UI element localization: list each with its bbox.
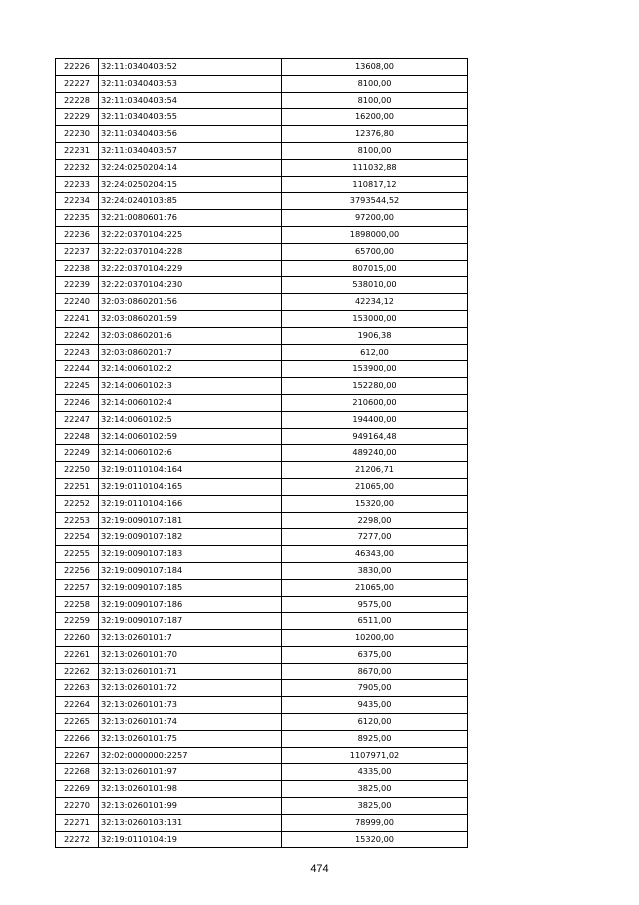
cadastral-number-cell: 32:19:0090107:182	[99, 529, 282, 546]
cadastral-number-cell: 32:13:0260101:7	[99, 630, 282, 647]
row-number-cell: 22250	[56, 462, 99, 479]
cadastral-value-cell: 6375,00	[282, 646, 468, 663]
cadastral-value-cell: 8100,00	[282, 92, 468, 109]
row-number-cell: 22260	[56, 630, 99, 647]
row-number-cell: 22247	[56, 411, 99, 428]
cadastral-number-cell: 32:11:0340403:54	[99, 92, 282, 109]
row-number-cell: 22266	[56, 730, 99, 747]
cadastral-value-cell: 153000,00	[282, 310, 468, 327]
table-row	[56, 747, 468, 764]
row-number-cell: 22230	[56, 126, 99, 143]
cadastral-number-cell: 32:13:0260101:97	[99, 764, 282, 781]
cadastral-number-cell: 32:24:0240103:85	[99, 193, 282, 210]
cadastral-number-cell: 32:03:0860201:56	[99, 294, 282, 311]
row-number-cell: 22233	[56, 176, 99, 193]
table-row	[56, 445, 468, 462]
row-number-cell: 22229	[56, 109, 99, 126]
cadastral-value-cell: 949164,48	[282, 428, 468, 445]
cadastral-number-cell: 32:14:0060102:5	[99, 411, 282, 428]
cadastral-number-cell: 32:19:0110104:164	[99, 462, 282, 479]
cadastral-value-cell: 15320,00	[282, 831, 468, 848]
cadastral-value-cell: 15320,00	[282, 495, 468, 512]
row-number-cell: 22231	[56, 142, 99, 159]
cadastral-number-cell: 32:24:0250204:15	[99, 176, 282, 193]
table-row	[56, 142, 468, 159]
table-row	[56, 361, 468, 378]
cadastral-value-cell: 111032,88	[282, 159, 468, 176]
cadastral-number-cell: 32:14:0060102:6	[99, 445, 282, 462]
row-number-cell: 22245	[56, 378, 99, 395]
row-number-cell: 22272	[56, 831, 99, 848]
cadastral-number-cell: 32:11:0340403:55	[99, 109, 282, 126]
row-number-cell: 22243	[56, 344, 99, 361]
cadastral-number-cell: 32:19:0090107:187	[99, 613, 282, 630]
row-number-cell: 22252	[56, 495, 99, 512]
cadastral-value-cell: 152280,00	[282, 378, 468, 395]
cadastral-value-cell: 489240,00	[282, 445, 468, 462]
table-row	[56, 613, 468, 630]
table-row	[56, 831, 468, 848]
cadastral-value-cell: 97200,00	[282, 210, 468, 227]
table-row	[56, 697, 468, 714]
table-row	[56, 730, 468, 747]
cadastral-number-cell: 32:13:0260101:75	[99, 730, 282, 747]
cadastral-number-cell: 32:11:0340403:57	[99, 142, 282, 159]
row-number-cell: 22240	[56, 294, 99, 311]
cadastral-value-cell: 8100,00	[282, 142, 468, 159]
cadastral-number-cell: 32:19:0090107:185	[99, 579, 282, 596]
row-number-cell: 22268	[56, 764, 99, 781]
cadastral-value-cell: 807015,00	[282, 260, 468, 277]
page-number: 474	[310, 863, 329, 875]
row-number-cell: 22270	[56, 798, 99, 815]
cadastral-number-cell: 32:19:0110104:166	[99, 495, 282, 512]
table-row	[56, 75, 468, 92]
cadastral-number-cell: 32:21:0080601:76	[99, 210, 282, 227]
cadastral-number-cell: 32:14:0060102:3	[99, 378, 282, 395]
row-number-cell: 22241	[56, 310, 99, 327]
row-number-cell: 22255	[56, 546, 99, 563]
cadastral-number-cell: 32:13:0260101:71	[99, 663, 282, 680]
row-number-cell: 22262	[56, 663, 99, 680]
table-row	[56, 428, 468, 445]
cadastral-number-cell: 32:03:0860201:6	[99, 327, 282, 344]
table-row	[56, 277, 468, 294]
table-row	[56, 798, 468, 815]
cadastral-number-cell: 32:11:0340403:53	[99, 75, 282, 92]
cadastral-number-cell: 32:13:0260101:98	[99, 781, 282, 798]
cadastral-number-cell: 32:22:0370104:229	[99, 260, 282, 277]
table-row	[56, 714, 468, 731]
cadastral-value-cell: 6120,00	[282, 714, 468, 731]
cadastral-value-cell: 4335,00	[282, 764, 468, 781]
table-row	[56, 495, 468, 512]
cadastral-value-cell: 8925,00	[282, 730, 468, 747]
cadastral-value-cell: 42234,12	[282, 294, 468, 311]
table-row	[56, 159, 468, 176]
cadastral-number-cell: 32:13:0260101:99	[99, 798, 282, 815]
row-number-cell: 22267	[56, 747, 99, 764]
row-number-cell: 22269	[56, 781, 99, 798]
cadastral-value-cell: 9575,00	[282, 596, 468, 613]
table-row	[56, 344, 468, 361]
table-row	[56, 562, 468, 579]
cadastral-number-cell: 32:11:0340403:56	[99, 126, 282, 143]
cadastral-value-cell: 110817,12	[282, 176, 468, 193]
cadastral-value-cell: 1906,38	[282, 327, 468, 344]
row-number-cell: 22234	[56, 193, 99, 210]
cadastral-value-cell: 3793544,52	[282, 193, 468, 210]
cadastral-number-cell: 32:14:0060102:2	[99, 361, 282, 378]
table-row	[56, 92, 468, 109]
table-row	[56, 394, 468, 411]
table-row	[56, 126, 468, 143]
cadastral-value-cell: 46343,00	[282, 546, 468, 563]
table-row	[56, 378, 468, 395]
cadastral-number-cell: 32:22:0370104:225	[99, 226, 282, 243]
cadastral-number-cell: 32:13:0260101:70	[99, 646, 282, 663]
cadastral-number-cell: 32:02:0000000:2257	[99, 747, 282, 764]
cadastral-value-cell: 3825,00	[282, 781, 468, 798]
table-row	[56, 478, 468, 495]
row-number-cell: 22238	[56, 260, 99, 277]
row-number-cell: 22244	[56, 361, 99, 378]
row-number-cell: 22256	[56, 562, 99, 579]
row-number-cell: 22242	[56, 327, 99, 344]
table-row	[56, 814, 468, 831]
cadastral-number-cell: 32:03:0860201:7	[99, 344, 282, 361]
cadastral-value-cell: 13608,00	[282, 59, 468, 76]
row-number-cell: 22235	[56, 210, 99, 227]
row-number-cell: 22259	[56, 613, 99, 630]
table-row	[56, 546, 468, 563]
table-row	[56, 310, 468, 327]
cadastral-value-cell: 65700,00	[282, 243, 468, 260]
row-number-cell: 22237	[56, 243, 99, 260]
cadastral-value-cell: 9435,00	[282, 697, 468, 714]
table-row	[56, 764, 468, 781]
cadastral-value-cell: 153900,00	[282, 361, 468, 378]
cadastral-value-cell: 7277,00	[282, 529, 468, 546]
row-number-cell: 22249	[56, 445, 99, 462]
cadastral-number-cell: 32:19:0090107:181	[99, 512, 282, 529]
row-number-cell: 22251	[56, 478, 99, 495]
table-row	[56, 411, 468, 428]
row-number-cell: 22227	[56, 75, 99, 92]
row-number-cell: 22265	[56, 714, 99, 731]
row-number-cell: 22228	[56, 92, 99, 109]
cadastral-value-cell: 1107971,02	[282, 747, 468, 764]
cadastral-number-cell: 32:11:0340403:52	[99, 59, 282, 76]
cadastral-number-cell: 32:19:0110104:165	[99, 478, 282, 495]
cadastral-value-cell: 7905,00	[282, 680, 468, 697]
table-row	[56, 579, 468, 596]
row-number-cell: 22271	[56, 814, 99, 831]
cadastral-value-cell: 210600,00	[282, 394, 468, 411]
cadastral-number-cell: 32:13:0260101:72	[99, 680, 282, 697]
cadastral-value-cell: 16200,00	[282, 109, 468, 126]
cadastral-value-cell: 612,00	[282, 344, 468, 361]
table-row	[56, 781, 468, 798]
row-number-cell: 22263	[56, 680, 99, 697]
cadastral-number-cell: 32:19:0090107:186	[99, 596, 282, 613]
row-number-cell: 22246	[56, 394, 99, 411]
table-row	[56, 294, 468, 311]
row-number-cell: 22257	[56, 579, 99, 596]
row-number-cell: 22253	[56, 512, 99, 529]
cadastral-value-cell: 78999,00	[282, 814, 468, 831]
cadastral-number-cell: 32:14:0060102:4	[99, 394, 282, 411]
cadastral-value-cell: 21206,71	[282, 462, 468, 479]
table-row	[56, 260, 468, 277]
table-row	[56, 210, 468, 227]
cadastral-number-cell: 32:22:0370104:230	[99, 277, 282, 294]
cadastral-value-cell: 194400,00	[282, 411, 468, 428]
row-number-cell: 22236	[56, 226, 99, 243]
cadastral-value-cell: 8100,00	[282, 75, 468, 92]
row-number-cell: 22258	[56, 596, 99, 613]
table-row	[56, 193, 468, 210]
cadastral-value-table	[55, 58, 468, 848]
table-row	[56, 243, 468, 260]
row-number-cell: 22239	[56, 277, 99, 294]
table-body	[56, 59, 468, 848]
cadastral-value-cell: 538010,00	[282, 277, 468, 294]
cadastral-number-cell: 32:14:0060102:59	[99, 428, 282, 445]
cadastral-number-cell: 32:19:0110104:19	[99, 831, 282, 848]
row-number-cell: 22264	[56, 697, 99, 714]
cadastral-value-cell: 1898000,00	[282, 226, 468, 243]
cadastral-value-cell: 21065,00	[282, 478, 468, 495]
row-number-cell: 22261	[56, 646, 99, 663]
table-row	[56, 512, 468, 529]
cadastral-value-cell: 2298,00	[282, 512, 468, 529]
table-row	[56, 680, 468, 697]
cadastral-number-cell: 32:03:0860201:59	[99, 310, 282, 327]
row-number-cell: 22232	[56, 159, 99, 176]
cadastral-number-cell: 32:13:0260101:74	[99, 714, 282, 731]
table-row	[56, 646, 468, 663]
row-number-cell: 22248	[56, 428, 99, 445]
cadastral-number-cell: 32:13:0260101:73	[99, 697, 282, 714]
table-row	[56, 529, 468, 546]
cadastral-number-cell: 32:19:0090107:184	[99, 562, 282, 579]
table-row	[56, 226, 468, 243]
cadastral-value-cell: 12376,80	[282, 126, 468, 143]
table-row	[56, 663, 468, 680]
table-row	[56, 176, 468, 193]
table-row	[56, 462, 468, 479]
cadastral-value-cell: 10200,00	[282, 630, 468, 647]
cadastral-number-cell: 32:24:0250204:14	[99, 159, 282, 176]
cadastral-number-cell: 32:13:0260103:131	[99, 814, 282, 831]
table-row	[56, 327, 468, 344]
cadastral-value-cell: 8670,00	[282, 663, 468, 680]
table-row	[56, 59, 468, 76]
table-row	[56, 596, 468, 613]
cadastral-value-cell: 21065,00	[282, 579, 468, 596]
cadastral-value-cell: 3830,00	[282, 562, 468, 579]
table-row	[56, 109, 468, 126]
row-number-cell: 22226	[56, 59, 99, 76]
cadastral-number-cell: 32:22:0370104:228	[99, 243, 282, 260]
cadastral-value-cell: 6511,00	[282, 613, 468, 630]
cadastral-number-cell: 32:19:0090107:183	[99, 546, 282, 563]
row-number-cell: 22254	[56, 529, 99, 546]
cadastral-value-cell: 3825,00	[282, 798, 468, 815]
table-row	[56, 630, 468, 647]
